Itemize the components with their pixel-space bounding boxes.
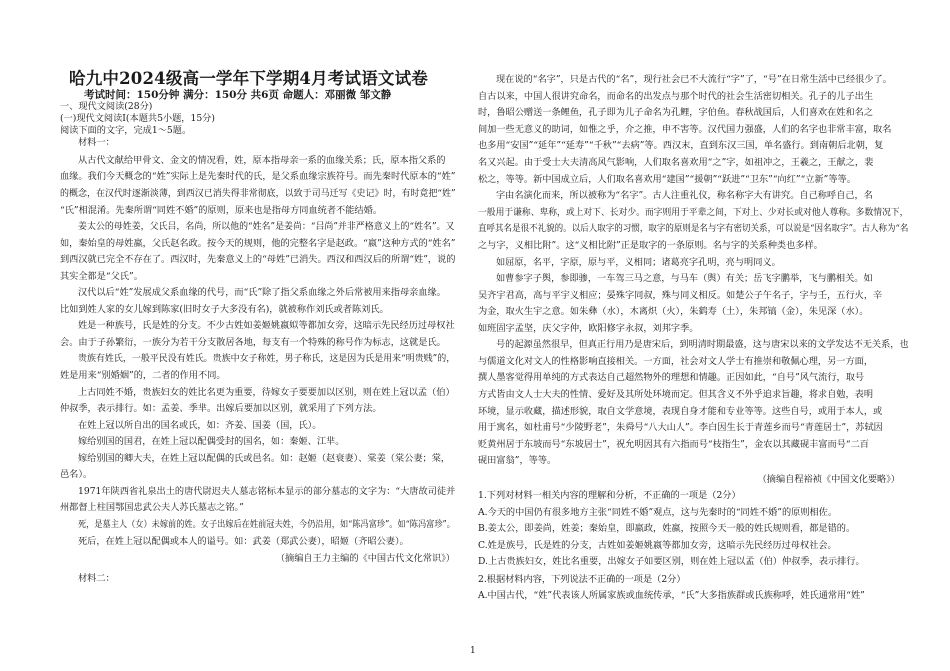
right-text-line: 一般用于谦称、卑称，或上对下、长对少。而字则用于平辈之间，下对上、少对长或对他人尊称。多数情况下， bbox=[478, 207, 909, 218]
left-text-line: 死后，在姓上冠以配偶或本人的谥号。如：武姜（郑武公妻），昭姬（齐昭公妻）。 bbox=[78, 536, 409, 547]
left-text-line: 贵族有姓氏，一般平民没有姓氏。贵族中女子称姓，男子称氏，这是因为氏是用来“明贵贱”的， bbox=[78, 353, 456, 364]
left-text-line: 邑名）。 bbox=[60, 469, 93, 480]
left-text-line: 的概念，在汉代时逐渐淡薄，到西汉已消失得非常彻底，以致于司马迁写《史记》时，有时竟把“姓” bbox=[60, 188, 456, 199]
left-text-line: 如，秦始皇的母姓嬴，父氏赵名政。按今天的规则，他的完整名字是赵政。“嬴”这种方式的“姓名” bbox=[60, 238, 456, 249]
left-text-line: 阅读下面的文字，完成1～5题。 bbox=[60, 125, 192, 136]
right-text-line: 与儒道文化对文人的性格影响直接相关。一方面，社会对文人学士有推崇和敬佩心理，另一方面， bbox=[478, 356, 874, 367]
right-text-line: 如曹参字子舆，参即骖，一车驾三马之意，与马车（舆）有关；岳飞字鹏举，飞与鹏相关。如 bbox=[496, 273, 873, 284]
right-text-line: C.姓是族号，氏是姓的分支，古姓如姜姬姚嬴等都加女旁，这暗示先民经历过母权社会。 bbox=[478, 540, 837, 551]
right-text-line: A.今天的中国仍有很多地方主张“同姓不婚”观点，这与先秦时的“同姓不婚”的原则相佐。 bbox=[478, 507, 838, 518]
left-text-line: 材料二： bbox=[78, 573, 115, 584]
left-text-line: 仲叔季，表示排行。如：孟姜、季芈。出嫁后要加以区别，就采用了下列方法。 bbox=[60, 403, 382, 414]
exam-title: 哈九中2024级高一学年下学期4月考试语文试卷 bbox=[69, 69, 429, 88]
right-text-line: 用于寓名，如杜甫号“少陵野老”，朱舜号“八大山人”。李白因生长于青莲乡而号“青莲居士”，苏轼因 bbox=[478, 422, 883, 433]
left-text-line: 上古同姓不婚，贵族妇女的姓比名更为重要，待嫁女子要要加以区别，则在姓上冠以孟（伯） bbox=[78, 387, 455, 398]
left-text-line: 材料一： bbox=[78, 137, 115, 148]
right-text-line: 为金，取火生宇之意。如朱彝（水），木离炽（火），朱鹤寿（土），朱邦镐（金），朱见深（水）。 bbox=[478, 306, 869, 317]
left-text-line: 州都督上柱国鄂国忠武公夫人苏氏墓志之铭。” bbox=[60, 502, 244, 513]
left-text-line: 从古代文献给甲骨文、金文的情况看，姓，原本指母亲一系的血缘关系；氏，原本指父系的 bbox=[78, 155, 446, 166]
right-text-line: 吴齐宇君高，高与平宇义相应；晏殊字同叔，殊与同义相反。如楚公子午名子，字与壬，五行火，辛 bbox=[478, 290, 883, 301]
left-text-line: 1971年陕西省礼泉出土的唐代尉迟夫人墓志铭标本显示的部分墓志的文字为：“大唐故司徒并 bbox=[78, 486, 456, 497]
right-text-line: 间加一些无意义的助词，如惟之乎，介之推，申不害等。汉代国力强盛，人们的名字也非常丰富，取名 bbox=[478, 124, 892, 135]
left-text-line: 血缘。我们今天概念的“姓”实际上是先秦时代的氏，是父系血缘宗族符号。而先秦时代原本的“姓” bbox=[60, 171, 456, 182]
left-text-line: (一)现代文阅读Ⅰ(本题共5小题，15分) bbox=[60, 113, 215, 124]
exam-subtitle: 考试时间：150分钟 满分：150分 共6页 命题人：邓丽微 邹文静 bbox=[84, 89, 392, 101]
left-text-line: 其实全都是“父氏”。 bbox=[60, 271, 143, 282]
left-text-line: 到西汉就已完全不存在了。西汉时，先秦意义上的“母姓”已消失。西汉和西汉后的所谓“姓”，说的 bbox=[60, 254, 456, 265]
left-text-line: 会。由于子孙繁衍，一族分为若干分支散居各地，每支有一个特殊的称号作为标志，这就是氏。 bbox=[60, 337, 446, 348]
left-text-line: 嫁给别国的卿大夫，在姓上冠以配偶的氏或邑名。如：赵姬（赵衰妻）、棠姜（棠公妻；棠， bbox=[78, 453, 451, 464]
right-text-line: 2.根据材料内容，下列说法不正确的一项是（2分） bbox=[478, 574, 686, 585]
right-text-line: 砚田富翁”，等等。 bbox=[478, 455, 557, 466]
left-text-line: （摘编自王力主编的《中国古代文化常识》） bbox=[275, 553, 455, 564]
right-text-line: 方式皆由文人士大夫的性情、爱好及其所处环境而定。但其含义不外乎追求旨趣，将求自勉，表明 bbox=[478, 389, 874, 400]
left-text-line: 死，是墓主人（女）未嫁前的姓。女子出嫁后在姓前冠夫姓，今仍沿用，如“陈冯富珍”。如“陈冯富珍”。 bbox=[78, 519, 455, 530]
right-text-line: 如班固字孟坚，庆父字仲，欧阳修字永叔，刘邦字季。 bbox=[478, 323, 699, 334]
left-text-line: 姜太公的母姓姜，父氏吕，名尚，所以他的“姓名”是姜尚：“吕尚”并非严格意义上的“姓名”。又 bbox=[78, 221, 455, 232]
left-text-line: 汉代以后“姓”发展成父系血缘的代号，而“氏”除了指父系血缘之外后常被用来指母亲血缘。 bbox=[78, 287, 446, 298]
right-text-line: 如屈原，名平，字原，原与平，义相同；诸葛亮字孔明，亮与明同义。 bbox=[496, 257, 781, 268]
left-text-line: “氏”相混淆。先秦所谓“同姓不婚”的原则，原来也是指母方同血统者不能结婚。 bbox=[60, 205, 382, 216]
right-text-line: 1.下列对材料一相关内容的理解和分析，不正确的一项是（2分） bbox=[478, 490, 741, 501]
right-text-line: 也多用“安国”“延年”“延寿”“千秋”“去病”等。西汉末，直到东汉三国，单名盛行。到南朝后北朝，复 bbox=[478, 140, 884, 151]
right-text-line: A.中国古代，“姓”代表该人所属家族或血统传承，“氏”大多指族群或氏族称呼，姓氏通常用“姓” bbox=[478, 590, 865, 601]
right-text-line: 之与字，义相比附”。这“义相比附”正是取字的一条原则。名与字的关系种类也多样。 bbox=[478, 240, 823, 251]
right-text-line: D.上古贵族妇女，姓比名重要，出嫁女子如要区别，则在姓上冠以孟（伯）仲叔季，表示排行。 bbox=[478, 556, 865, 567]
left-text-line: 姓是用来“别婚姻”的，二者的作用不同。 bbox=[60, 370, 226, 381]
right-text-line: 直呼其名是很不礼貌的。以后人取字的习惯，取字的原则是名与字有密切关系，可以说是“因名取字”。古人称为“名 bbox=[478, 223, 909, 234]
right-text-line: 号的起源虽然很早，但真正行用乃是唐宋后，到明清时期最盛，这与唐宋以来的文学发达不无关系，也 bbox=[496, 339, 909, 350]
right-text-line: 松之，等等。新中国成立后，人们取名喜欢用“建国”“援朝”“跃进”“卫东”“向红”“立新”等等。 bbox=[478, 174, 856, 185]
right-text-line: 贬黄州居于东坡而号“东坡居士”，祝允明因其有六指而号“枝指生”，金农以其藏砚丰富而号“二百 bbox=[478, 439, 869, 450]
right-text-line: 自古以来，中国人很讲究命名，而命名的出发点与那个时代的社会生活密切相关。孔子的儿子出生 bbox=[478, 91, 874, 102]
left-text-line: 姓是一种族号，氏是姓的分支。不少古姓如姜姬姚嬴姒等都加女旁，这暗示先民经历过母权社 bbox=[78, 320, 455, 331]
left-text-line: 嫁给别国的国君，在姓上冠以配偶受封的国名，如：秦姬、江芈。 bbox=[78, 436, 345, 447]
left-text-line: 一、现代文阅读(28分) bbox=[60, 101, 153, 112]
right-text-line: 撰人墨客觉得用单纯的方式表达自己超然物外的理想和情趣。正因如此，“自号”风气流行，取号 bbox=[478, 372, 865, 383]
right-text-line: 环境，显示收藏，描述形貌，取自文学意境，表现自身才能和专业等等。这些自号，或用于本人，或 bbox=[478, 406, 883, 417]
left-text-line: 在姓上冠以所自出的国名或氏，如：齐姜、国姜（国，氏）。 bbox=[78, 420, 322, 431]
page-number: 1 bbox=[470, 646, 476, 656]
right-text-line: 时，鲁昭公赠送一条鲤鱼，孔子即为儿子命名为孔鲤，字伯鱼。春秋战国后，人们喜欢在姓和名之 bbox=[478, 107, 874, 118]
right-text-line: 字由名演化而来，所以被称为“名字”。古人注重礼仪，称名称字大有讲究。自己称呼自己，名 bbox=[496, 190, 873, 201]
right-text-line: 名又兴起。由于受士大夫清高风气影响，人们取名喜欢用“之”字，如祖冲之，王羲之，王献之，裴 bbox=[478, 157, 874, 168]
left-text-line: 比如到姓人家的女儿嫁到陈家(旧时女子大多没有名)，就被称作刘氏或者陈刘氏。 bbox=[60, 304, 389, 315]
right-text-line: （摘编自程裕祯《中国文化要略》） bbox=[757, 474, 900, 485]
right-text-line: 现在说的“名字”，只是古代的“名”，现行社会已不大流行“字”了，“号”在日常生活中已经很少了。 bbox=[496, 74, 892, 85]
right-text-line: B.姜太公，即姜尚，姓姜；秦始皇，即嬴政，姓嬴，按照今天一般的姓氏规则看，都是错的。 bbox=[478, 523, 856, 534]
